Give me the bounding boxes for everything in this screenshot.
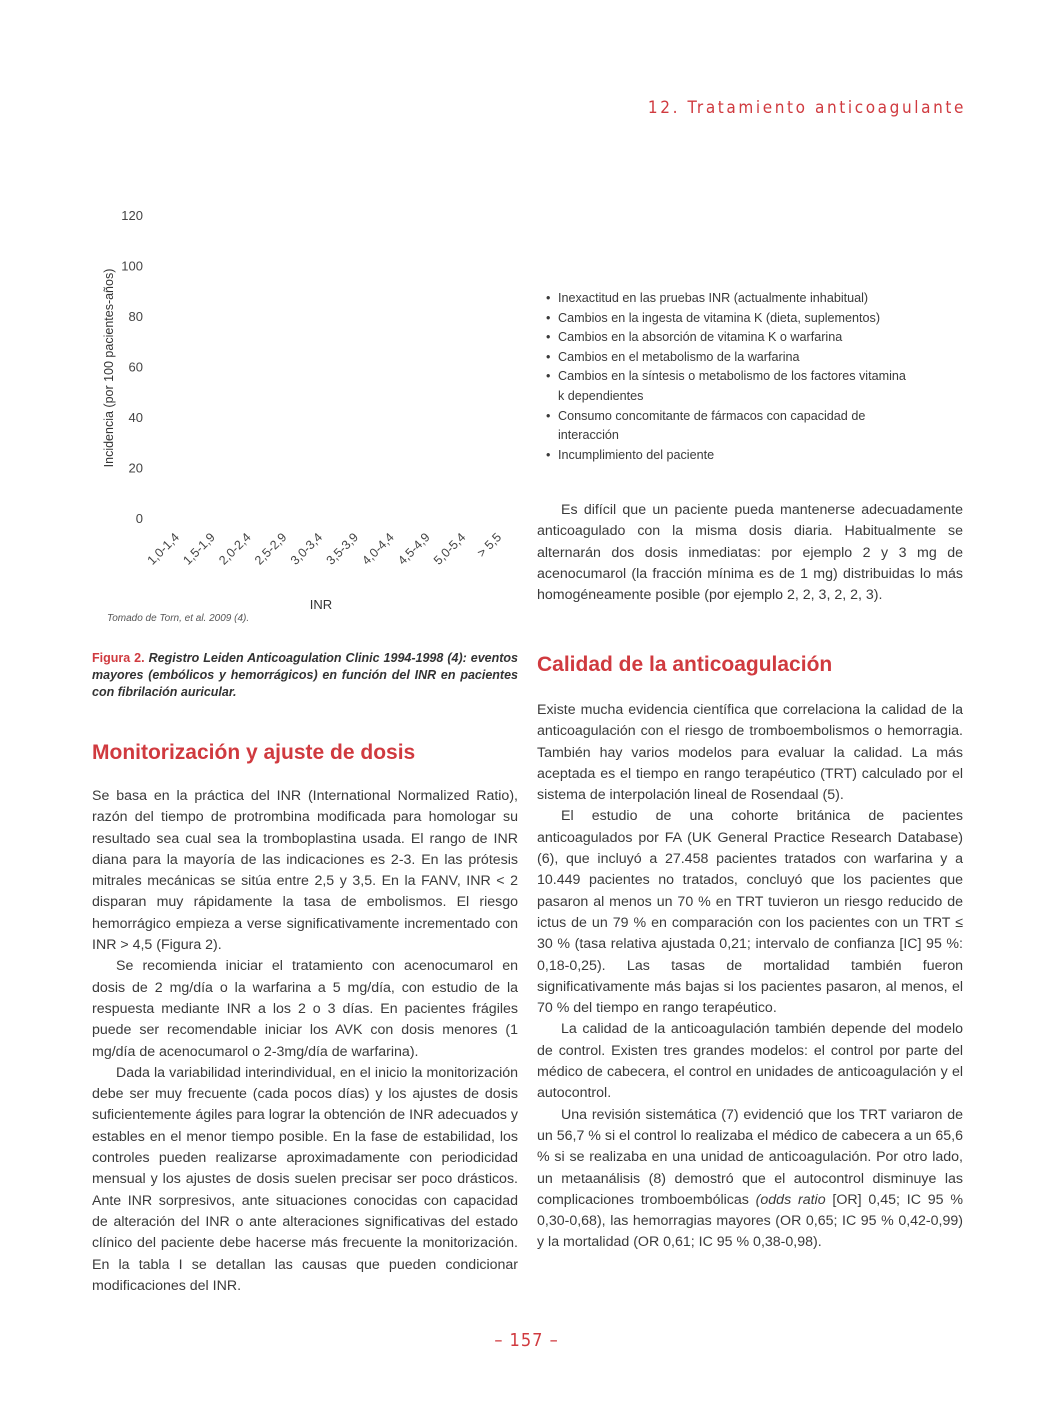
right-intro-paragraph: Es difícil que un paciente pueda mantenerse adecuadamente anticoagulado con la misma dosis diaria. Habitualmente se alternarán dos dosis inmediatas: por ejemplo 2 y 3 mg de acenocumarol (la fracción mínima es de 1 mg) distribuidas lo más homogéneamente posible (por ejemplo 2, 2, 3, 2, 2, 3).	[537, 502, 963, 604]
incidence-chart	[92, 200, 522, 630]
left-column-text	[92, 786, 518, 1297]
x-axis-label: INR	[309, 597, 333, 612]
paragraph: Se basa en la práctica del INR (International Normalized Ratio), razón del tiempo de protrombina modificada para homologar su resultado sea cual sea la tromboplastina usada. El rango de INR diana para la mayoría de las indicaciones es 2-3. En las prótesis mitrales mecánicas se sitúa entre 2,5 y 3,5. En la FANV, INR < 2 disparan muy rápidamente la tasa de embolismos. El riesgo hemorrágico empieza a verse significativamente incrementado con INR > 4,5 (Figura 2).	[92, 788, 518, 954]
paragraph-part: [OR] 0,45; IC 95 % 0,30-0,68), las hemorragias mayores (OR 0,65; IC 95 % 0,42-0,99) y la mortalidad (OR 0,61; IC 95 % 0,38-0,98).	[537, 1191, 964, 1251]
heading-monitorizacion: Monitorización y ajuste de dosis	[92, 741, 416, 764]
paragraph: Existe mucha evidencia científica que correlaciona la calidad de la anticoagulación con el riesgo de tromboembolismos o hemorragia. También hay varios modelos para evaluar la calidad. La más aceptada es el tiempo en rango terapéutico (TRT) calculado por el sistema de interpolación lineal de Rosendaal (5).	[537, 702, 963, 804]
page-number: – 157 –	[494, 1330, 559, 1351]
figure-caption-label: Figura 2.	[92, 651, 145, 665]
y-tick-label: 20	[128, 460, 143, 476]
list-item: • Cambios en la absorción de vitamina K o warfarina	[546, 328, 946, 348]
y-tick-label: 100	[121, 258, 143, 274]
figure-source-note: Tomado de Torn, et al. 2009 (4).	[107, 613, 250, 624]
x-tick-label: 5,0-5,4	[430, 530, 469, 568]
list-item: • Inexactitud en las pruebas INR (actualmente inhabitual)	[546, 289, 946, 309]
paragraph	[537, 1105, 963, 1254]
y-tick-label: 80	[128, 309, 143, 324]
paragraph-part: Una revisión sistemática (7) evidenció que los TRT variaron de un 56,7 % si el control lo realizaba el médico de cabecera a un 65,6 % si se realizaba en una unidad de anticoagulación. Por otro lado, un metaanálisis (8) demostró que el autocontrol disminuye las complicaciones tromboembólicas	[537, 1106, 963, 1208]
y-axis-label: Incidencia (por 100 pacientes-años)	[102, 268, 116, 468]
x-tick-label: > 5,5	[474, 530, 505, 561]
figure-caption	[92, 650, 518, 701]
list-item: • Cambios en el metabolismo de la warfarina	[546, 348, 946, 368]
paragraph: Se recomienda iniciar el tratamiento con acenocumarol en dosis de 2 mg/día o la warfarina a 5 mg/día, con estudio de la respuesta mediante INR a los 2 o 3 días. En pacientes frágiles puede ser recomendable iniciar los AVK con dosis menores (1 mg/día de acenocumarol o 2-3mg/día de warfarina).	[92, 958, 518, 1060]
x-tick-label: 1,0-1,4	[144, 530, 183, 568]
running-head: 12. Tratamiento anticoagulante	[647, 98, 966, 118]
right-column-text	[537, 700, 963, 1254]
y-tick-label: 60	[128, 359, 143, 375]
x-tick-label: 1,5-1,9	[180, 530, 218, 568]
list-item: • Cambios en la ingesta de vitamina K (dieta, suplementos)	[546, 309, 946, 329]
figure-caption-text: Registro Leiden Anticoagulation Clinic 1994-1998 (4): eventos mayores (embólicos y hemorrágicos) en función del INR en pacientes con fibrilación auricular.	[92, 651, 518, 699]
heading-calidad: Calidad de la anticoagulación	[537, 653, 833, 676]
paragraph: El estudio de una cohorte británica de pacientes anticoagulados por FA (UK General Practice Research Database) (6), que incluyó a 27.458 pacientes tratados con warfarina y a 10.449 pacientes no tratados, concluyó que los pacientes que pasaron al menos un 70 % en TRT tuvieron un riesgo reducido de ictus de un 79 % en comparación con los pacientes con un TRT ≤ 30 % (tasa relativa ajustada 0,21; intervalo de confianza [IC] 95 %: 0,18-0,25). Las tasas de mortalidad también fueron significativamente más bajas si los pacientes pasaron, al menos, el 70 % del tiempo en rango terapéutico.	[537, 808, 963, 1017]
x-tick-label: 3,0-3,4	[287, 530, 326, 568]
x-tick-label: 4,5-4,9	[395, 530, 433, 568]
inr-causes-list	[546, 289, 946, 465]
x-tick-label: 2,5-2,9	[251, 530, 290, 568]
paragraph: Dada la variabilidad interindividual, en el inicio la monitorización debe ser muy frecuente (cada pocos días) y los ajustes de dosis suficientemente ágiles para lograr la obtención de INR adecuados y estables en el menor tiempo posible. En la fase de estabilidad, los controles pueden realizarse aproximadamente con periodicidad mensual y los ajustes de dosis suelen precisar ser poco drásticos. Ante INR sorpresivos, ante situaciones conocidas con capacidad de alteración del INR o ante alteraciones significativas del estado clínico del paciente debe hacerse más frecuente la monitorización. En la tabla I se detallan las causas que pueden condicionar modificaciones del INR.	[92, 1064, 518, 1294]
list-item: • Consumo concomitante de fármacos con capacidad de interacción	[546, 407, 898, 446]
y-tick-label: 0	[135, 511, 143, 526]
x-tick-label: 4,0-4,4	[359, 530, 397, 568]
x-tick-label: 3,5-3,9	[323, 530, 362, 568]
chart-svg	[92, 200, 522, 630]
list-item: • Cambios en la síntesis o metabolismo de los factores vitamina k dependientes	[546, 367, 908, 406]
paragraph-italic: (odds ratio	[755, 1191, 826, 1208]
y-tick-label: 40	[128, 410, 143, 425]
x-tick-label: 2,0-2,4	[216, 530, 254, 568]
y-tick-label: 120	[121, 208, 143, 223]
right-intro-block	[537, 500, 963, 606]
paragraph: La calidad de la anticoagulación también depende del modelo de control. Existen tres grandes modelos: el control por parte del médico de cabecera, el control en unidades de anticoagulación y el autocontrol.	[537, 1021, 963, 1102]
list-item: • Incumplimiento del paciente	[546, 446, 946, 466]
